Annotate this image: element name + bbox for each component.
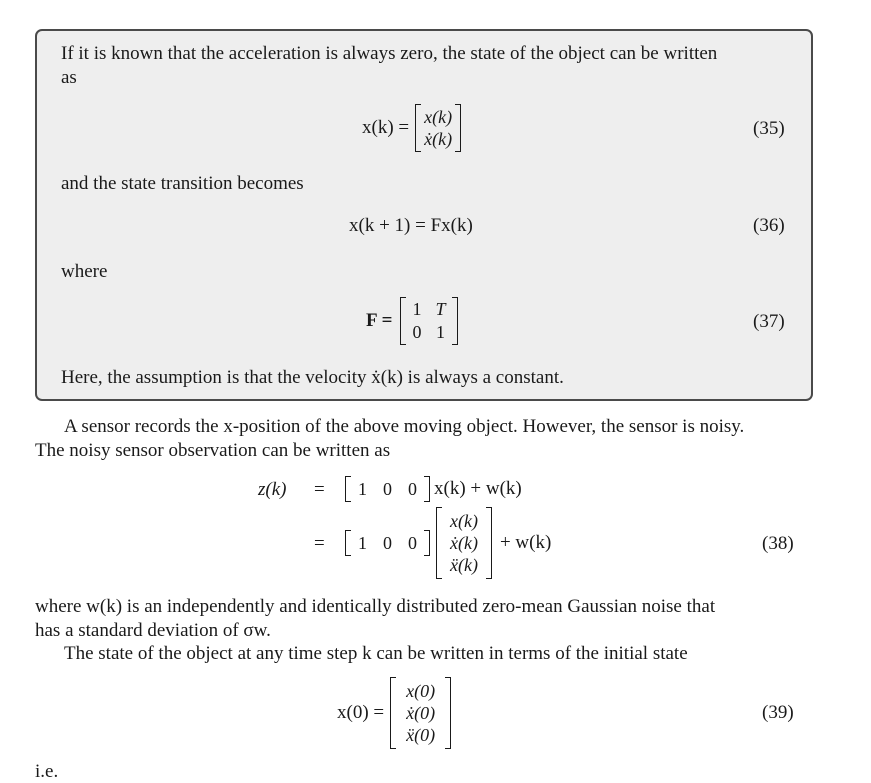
cut-off-text: i.e. (35, 761, 59, 782)
eq38-row-vector-1 (345, 476, 430, 502)
body-paragraph-line1: A sensor records the x-position of the above moving object. However, the sensor is noisy. (64, 416, 745, 437)
equation-39 (337, 676, 451, 750)
eq38-column-vector (436, 507, 492, 579)
right-bracket (424, 476, 430, 502)
equation-number-37: (37) (753, 311, 785, 332)
eq38-row2-entry-3: 0 (408, 532, 417, 553)
equation-35 (362, 102, 461, 154)
eq38-row-entry-3: 0 (408, 478, 417, 499)
box-paragraph-3: where (61, 261, 108, 282)
eq38-line2-rest: + w(k) (499, 532, 552, 553)
equation-number-38: (38) (762, 533, 794, 554)
eq37-entry-12: T (435, 299, 446, 319)
eq38-lhs: z(k) (258, 479, 287, 500)
eq38-col-entry-3: ẍ(k) (450, 555, 478, 575)
eq37-matrix (400, 297, 457, 345)
eq35-entry-2: ẋ(k) (424, 129, 453, 149)
eq39-lhs: x(0) = (337, 702, 385, 723)
right-bracket (424, 530, 430, 556)
box-paragraph-line2: as (61, 67, 77, 88)
eq38-col-entry-2: ẋ(k) (450, 533, 478, 553)
eq38-row2-entry-1: 1 (358, 532, 367, 553)
body-paragraph-6-line1: where w(k) is an independently and identically distributed zero-mean Gaussian noise that (35, 596, 716, 617)
eq38-line1-rest: x(k) + w(k) (434, 478, 522, 499)
right-bracket (486, 507, 492, 579)
right-bracket (445, 677, 451, 749)
eq37-lhs: F = (366, 310, 393, 331)
box-paragraph-4: Here, the assumption is that the velocity ẋ(k) is always a constant. (61, 367, 564, 388)
eq38-line2 (345, 506, 551, 580)
eq38-row-vector-2 (345, 530, 430, 556)
eq39-entry-1: x(0) (406, 681, 436, 701)
eq38-col-entry-1: x(k) (450, 511, 478, 531)
eq35-entry-1: x(k) (424, 107, 453, 127)
box-paragraph-line1: If it is known that the acceleration is always zero, the state of the object can be written (61, 43, 718, 64)
eq39-entry-3: ẍ(0) (406, 725, 436, 745)
eq38-equals-1: = (314, 479, 325, 500)
eq38-row2-entry-2: 0 (383, 532, 392, 553)
eq35-matrix (415, 104, 461, 152)
equation-number-39: (39) (762, 702, 794, 723)
equation-number-35: (35) (753, 118, 785, 139)
eq39-entry-2: ẋ(0) (406, 703, 436, 723)
box-paragraph-2: and the state transition becomes (61, 173, 304, 194)
eq39-column-vector (390, 677, 451, 749)
eq37-entry-22: 1 (435, 322, 445, 342)
eq37-entry-11: 1 (412, 299, 422, 319)
equation-37 (366, 296, 458, 346)
eq35-lhs: x(k) = (362, 117, 410, 138)
equation-number-36: (36) (753, 215, 785, 236)
right-bracket (455, 104, 461, 152)
eq38-equals-2: = (314, 533, 325, 554)
eq38-row-entry-1: 1 (358, 478, 367, 499)
eq38-line1 (345, 476, 522, 502)
body-paragraph-6-line2: has a standard deviation of σw. (35, 620, 271, 641)
body-paragraph-line2: The noisy sensor observation can be written as (35, 440, 391, 461)
eq37-entry-21: 0 (412, 322, 422, 342)
eq38-row-entry-2: 0 (383, 478, 392, 499)
right-bracket (452, 297, 458, 345)
body-paragraph-7: The state of the object at any time step k can be written in terms of the initial state (64, 643, 688, 664)
equation-36: x(k + 1) = Fx(k) (349, 215, 473, 236)
